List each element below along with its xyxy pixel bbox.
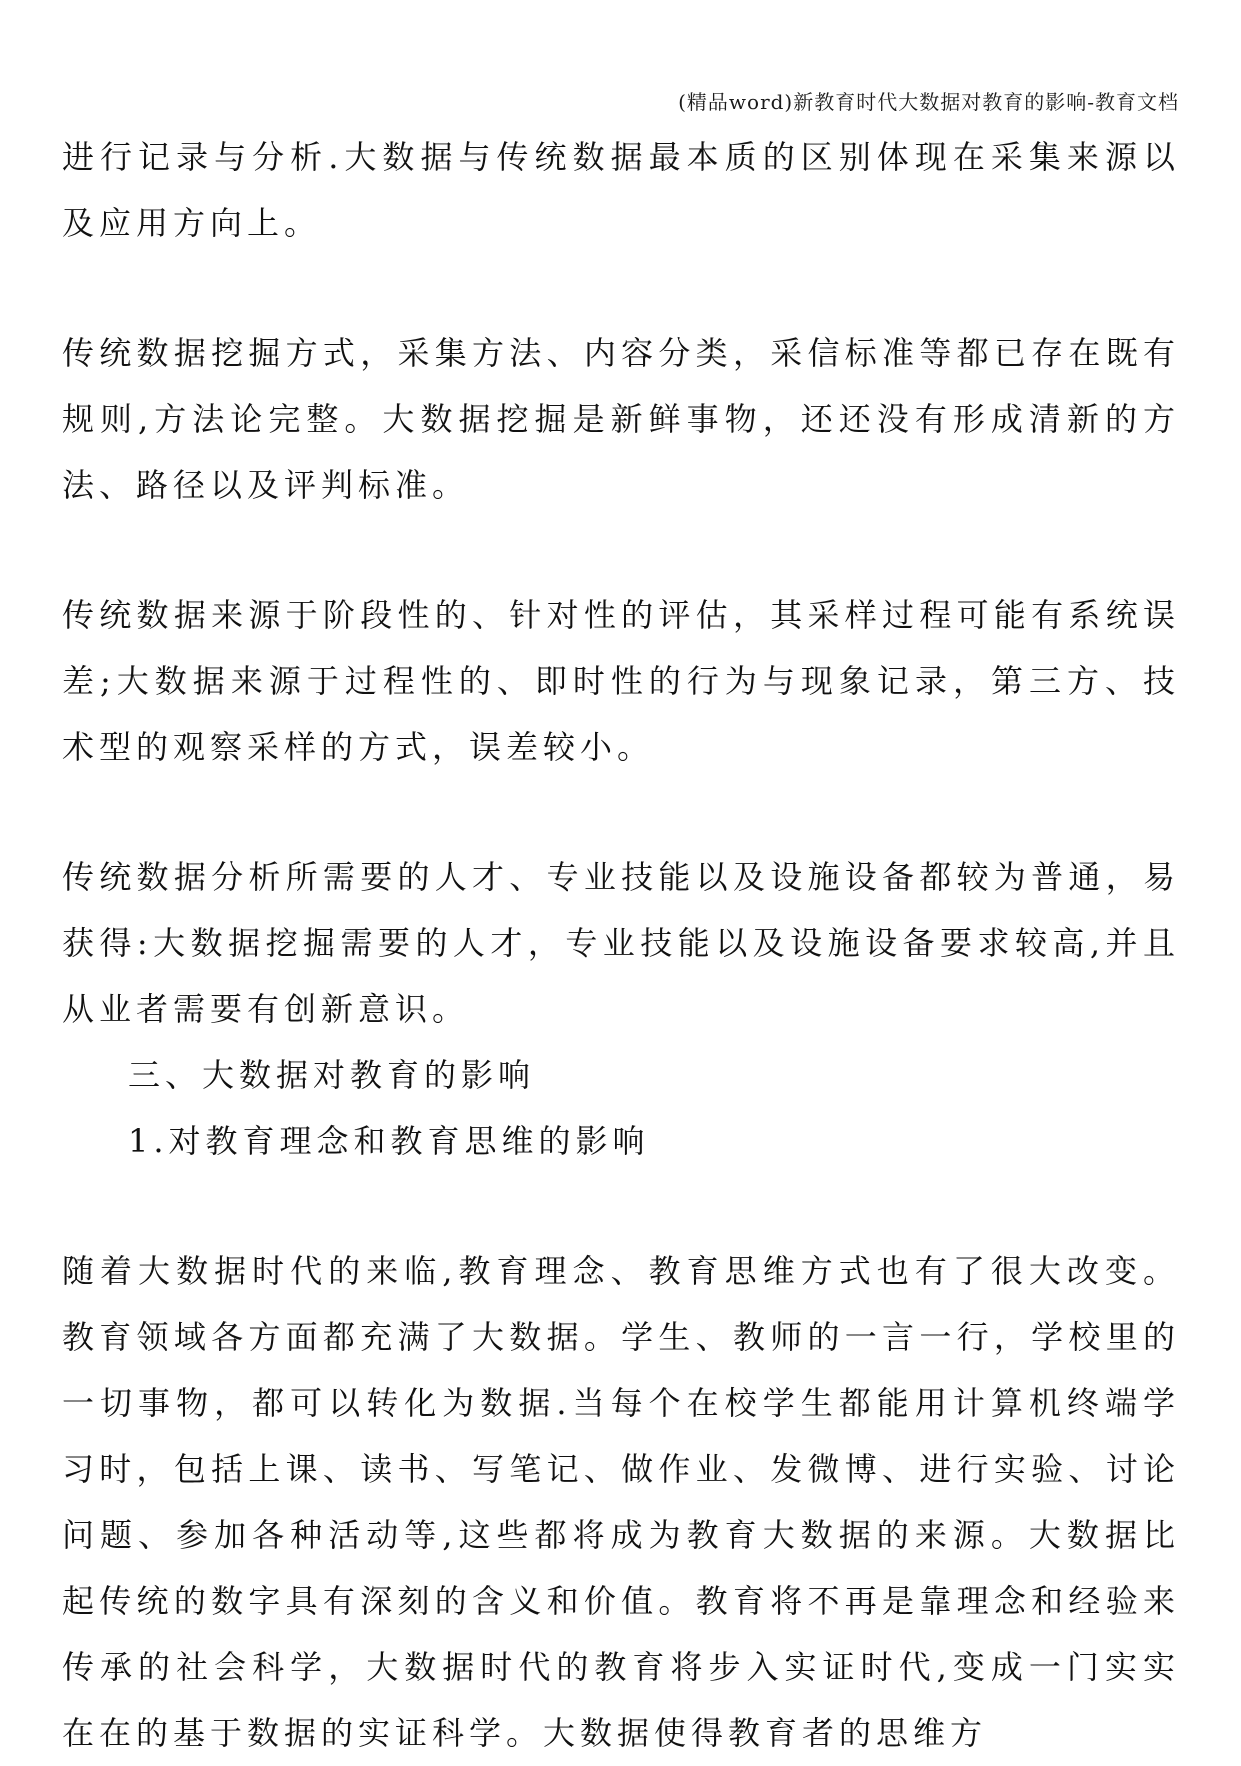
section-heading: 三、大数据对教育的影响	[128, 1056, 536, 1094]
paragraph-4: 传统数据分析所需要的人才、专业技能以及设施设备都较为普通，易获得:大数据挖掘需要的人才，专业技能以及设施设备要求较高,并且从业者需要有创新意识。	[62, 858, 1180, 1028]
paragraph-1: 进行记录与分析.大数据与传统数据最本质的区别体现在采集来源以及应用方向上。	[62, 138, 1180, 242]
paragraph-5: 随着大数据时代的来临,教育理念、教育思维方式也有了很大改变。教育领域各方面都充满了大数据。学生、教师的一言一行，学校里的一切事物，都可以转化为数据.当每个在校学生都能用计算机终端学习时，包括上课、读书、写笔记、做作业、发微博、进行实验、讨论问题、参加各种活动等,这些都将成为教育大数据的来源。大数据比起传统的数字具有深刻的含义和价值。教育将不再是靠理念和经验来传承的社会科学，大数据时代的教育将步入实证时代,变成一门实实在在的基于数据的实证科学。大数据使得教育者的思维方	[62, 1252, 1180, 1752]
subsection-heading: 1.对教育理念和教育思维的影响	[128, 1122, 650, 1160]
paragraph-2: 传统数据挖掘方式，采集方法、内容分类，采信标准等都已存在既有规则,方法论完整。大数据挖掘是新鲜事物，还还没有形成清新的方法、路径以及评判标准。	[62, 334, 1180, 504]
paragraph-3: 传统数据来源于阶段性的、针对性的评估，其采样过程可能有系统误差;大数据来源于过程性的、即时性的行为与现象记录，第三方、技术型的观察采样的方式，误差较小。	[62, 596, 1180, 766]
document-header-title: (精品word)新教育时代大数据对教育的影响-教育文档	[678, 90, 1179, 114]
document-body	[62, 124, 1180, 1766]
